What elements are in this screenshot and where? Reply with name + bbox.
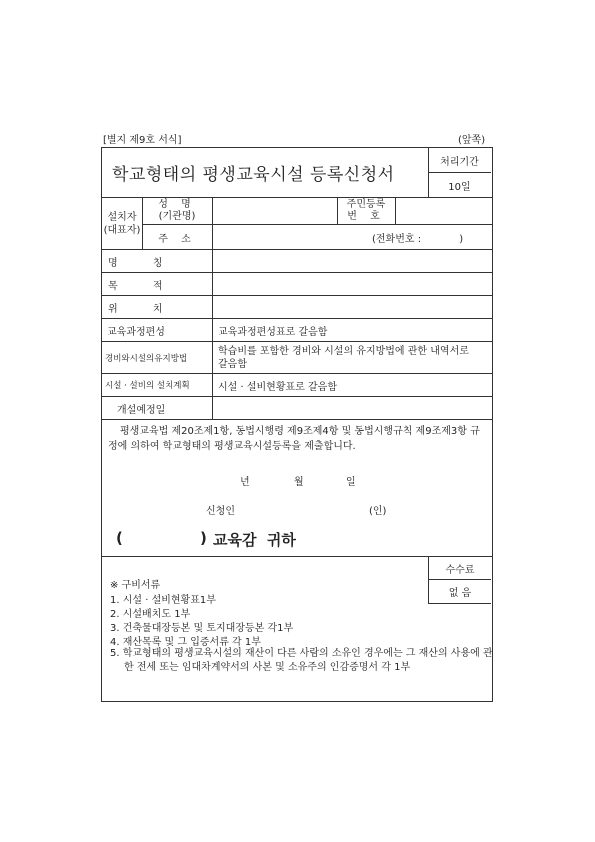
row-label-opening-date: 개설예정일: [117, 404, 166, 416]
doc-item-1: 1. 시설 · 설비현황표1부: [110, 595, 216, 606]
seal-mark: (인): [369, 506, 387, 517]
date-year-label: 년: [240, 477, 250, 488]
doc-item-4: 4. 재산목록 및 그 입증서류 각 1부: [110, 637, 261, 648]
representative-label: (대표자): [103, 225, 141, 236]
required-docs-heading: ※ 구비서류: [110, 580, 161, 591]
row-label-facility-plan: 시설 · 설비의 설치계획: [105, 381, 190, 391]
row-label-purpose: 목 적: [108, 280, 179, 292]
rrn-label-1: 주민등록: [346, 199, 386, 210]
doc-item-5: 5. 학교형태의 평생교육시설의 재산이 다른 사람의 소유인 경우에는 그 재산의 사용에 관한 전세 또는 임대차계약서의 사본 및 소유주의 인감증명서 각 1부: [110, 648, 493, 673]
applicant-label: 설치자: [107, 212, 137, 223]
rrn-label-block: [338, 199, 394, 223]
rrn-label-2: 번 호: [347, 211, 385, 222]
address-label: 주 소: [158, 233, 196, 245]
name-field[interactable]: [213, 198, 336, 224]
row-label-maintenance: 경비와시설의유지방법: [105, 353, 188, 364]
applicant-group-label: [103, 211, 141, 237]
processing-period-value: 10일: [448, 181, 471, 193]
row-value-facility-plan[interactable]: 시설 · 설비현황표로 갈음함: [218, 381, 337, 393]
row-value-maintenance[interactable]: 학습비를 포함한 경비와 시설의 유지방법에 관한 내역서로 갈음함: [218, 345, 469, 370]
date-month-label: 월: [294, 477, 304, 488]
recipient-open-paren: (: [116, 529, 123, 547]
row-value-curriculum[interactable]: 교육과정편성표로 갈음함: [218, 326, 328, 338]
form-number: [별지 제9호 서식]: [103, 135, 182, 146]
page-side-label: (앞쪽): [458, 135, 486, 146]
name-label-block: [143, 199, 211, 223]
recipient-name: 교육감 귀하: [213, 531, 296, 549]
address-field[interactable]: [213, 225, 353, 249]
row-value-name[interactable]: [218, 250, 488, 272]
name-label: 성 명: [158, 199, 196, 210]
row-value-opening-date[interactable]: [218, 397, 488, 419]
applicant-signature-label: 신청인: [206, 506, 235, 517]
fee-label: 수수료: [445, 564, 475, 576]
rrn-field[interactable]: [396, 198, 491, 224]
recipient-close-paren: ): [200, 529, 207, 547]
fee-value: 없 음: [448, 588, 472, 599]
date-day-label: 일: [346, 477, 356, 488]
form-title: 학교형태의 평생교육시설 등록신청서: [112, 165, 395, 185]
row-label-name: 명 칭: [108, 257, 179, 269]
doc-item-2: 2. 시설배치도 1부: [110, 609, 191, 620]
row-label-curriculum: 교육과정편성: [107, 326, 165, 338]
phone-text: (전화번호 : ): [372, 233, 464, 245]
row-value-purpose[interactable]: [218, 273, 488, 295]
doc-item-3: 3. 건축물대장등본 및 토지대장등본 각1부: [110, 623, 294, 634]
row-value-location[interactable]: [218, 296, 488, 318]
processing-period-label: 처리기간: [440, 156, 479, 168]
name-sub-label: (기관명): [158, 211, 196, 222]
row-label-location: 위 치: [108, 303, 179, 315]
declaration-text: 평생교육법 제20조제1항, 동법시행령 제9조제4항 및 동법시행규칙 제9조제3항 규정에 의하여 학교형태의 평생교육시설등록을 제출합니다.: [108, 426, 480, 452]
